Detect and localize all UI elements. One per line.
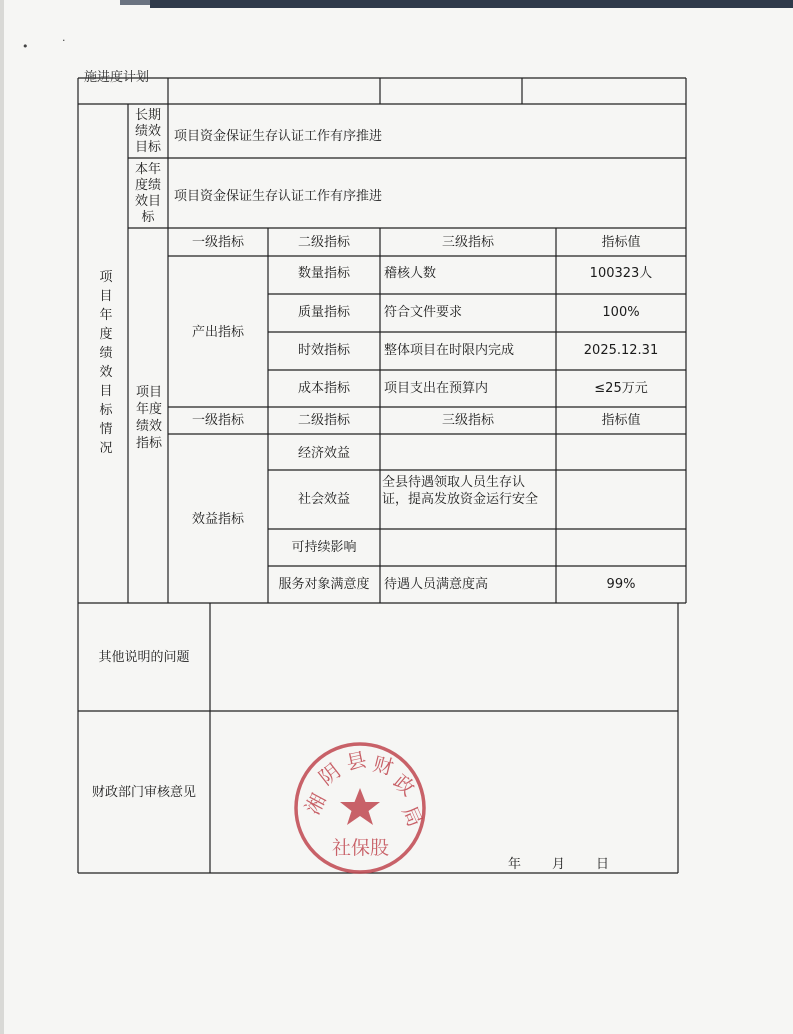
benefit-level1-label: 效益指标 [191,512,244,527]
header-level3: 三级指标 [441,413,494,428]
svg-text:政: 政 [388,769,420,801]
official-seal [292,740,428,876]
date-day-label: 日 [596,857,610,872]
benefit-row-level3: 待遇人员满意度高 [384,577,489,592]
other-notes-label: 其他说明的问题 [98,650,190,665]
output-row-level2: 时效指标 [297,343,350,358]
seal-graphic [292,740,428,876]
header-level1: 一级指标 [191,235,244,250]
svg-text:社保股: 社保股 [332,837,390,859]
output-row-value: ≤25万元 [594,381,648,396]
svg-text:湘: 湘 [300,789,331,819]
scan-dust-mark: · [62,34,66,47]
annual-goal-text: 项目资金保证生存认证工作有序推进 [174,189,383,204]
finance-review-label: 财政部门审核意见 [91,785,196,800]
svg-text:财: 财 [370,751,397,780]
output-row-level2: 质量指标 [297,305,350,320]
benefit-row-level3: 全县待遇领取人员生存认证，提高发放资金运行安全 [382,475,539,507]
header-value: 指标值 [601,235,641,250]
svg-text:局: 局 [397,802,428,831]
output-row-level3: 整体项目在时限内完成 [384,343,515,358]
output-row-value: 2025.12.31 [583,343,659,358]
output-level1-label: 产出指标 [191,325,244,340]
seal-star-icon [340,788,380,825]
svg-text:县: 县 [344,747,369,775]
benefit-row-level2: 经济效益 [297,446,350,461]
header-level2: 二级指标 [297,413,350,428]
header-level1: 一级指标 [191,413,244,428]
output-row-level3: 项目支出在预算内 [384,381,489,396]
header-value: 指标值 [601,413,641,428]
output-row-level2: 数量指标 [297,266,350,281]
header-level3: 三级指标 [441,235,494,250]
scan-dust-mark: • [22,40,29,53]
output-row-value: 100323人 [589,266,653,281]
output-row-level3: 稽核人数 [384,266,437,281]
long-term-goal-text: 项目资金保证生存认证工作有序推进 [174,129,383,144]
cutoff-row-label: 施进度计划 [84,70,150,84]
benefit-row-level2: 服务对象满意度 [278,577,370,592]
svg-text:阴: 阴 [314,758,345,790]
benefit-row-level2: 可持续影响 [291,540,357,555]
header-level2: 二级指标 [297,235,350,250]
output-row-level2: 成本指标 [297,381,350,396]
long-term-goal-label: 长期绩效目标 [134,108,161,155]
section-vertical-label: 项目年度绩效目标情况 [99,270,113,456]
output-row-level3: 符合文件要求 [384,305,463,320]
annual-goal-label: 本年度绩效目标 [134,162,161,225]
date-year-label: 年 [508,857,522,872]
benefit-row-level2: 社会效益 [297,492,350,507]
date-month-label: 月 [552,857,566,872]
indicator-group-label: 项目年度绩效指标 [135,385,162,451]
benefit-row-value: 99% [606,577,636,592]
output-row-value: 100% [602,305,640,320]
